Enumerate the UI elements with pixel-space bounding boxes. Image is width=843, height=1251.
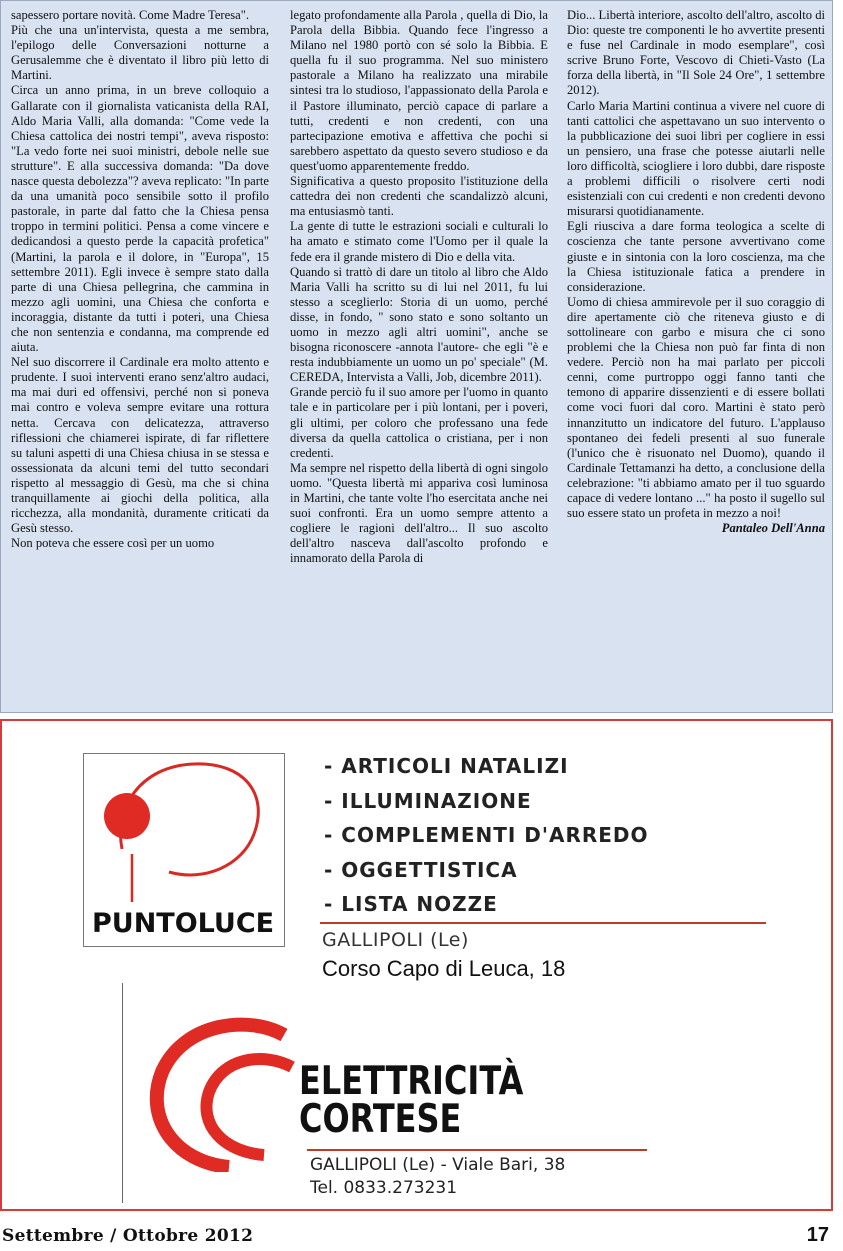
- paragraph: Non poteva che essere così per un uomo: [11, 536, 215, 551]
- paragraph: Più che una un'intervista, questa a me sembra, l'epilogo delle Conversazioni notturne a Gerusalemme che è diventato il libro più letto di Martini.: [11, 23, 269, 83]
- city-label: GALLIPOLI (Le): [322, 929, 469, 951]
- paragraph: Quando si trattò di dare un titolo al libro che Aldo Maria Valli ha scritto su di lui nel 2011, fu lui stesso a sceglierlo: Storia di un uomo, perché disse, in fondo, " sono stato e sono soltanto un uomo in mezzo agli altri uomini", anche se bisogna riconoscere -annota l'autore- che egli "è e resta indubbiamente un uomo un po' speciale" (M. CEREDA, Intervista a Valli, Job, dicembre 2011).: [290, 264, 548, 385]
- issue-date: Settembre / Ottobre 2012: [2, 1226, 254, 1246]
- author-signature: Pantaleo Dell'Anna: [721, 521, 825, 536]
- address-label: GALLIPOLI (Le) - Viale Bari, 38: [310, 1155, 566, 1175]
- paragraph: Dio... Libertà interiore, ascolto dell'altro, ascolto di Dio: queste tre componenti le ho avvertite presenti e fuse nel Cardinale in modo esemplare", così scrive Bruno Forte, Vescovo di Chieti-Vasto (La forza della libertà, in "Il Sole 24 Ore", 1 settembre 2012).: [567, 8, 825, 98]
- paragraph: La gente di tutte le estrazioni sociali e culturali lo ha amato e stimato come l'Uomo per il quale la fede era il grande mistero di Dio e della vita.: [290, 219, 548, 264]
- paragraph: sapessero portare novità. Come Madre Teresa".: [11, 8, 249, 22]
- paragraph: Circa un anno prima, in un breve colloquio a Gallarate con il giornalista vaticanista della RAI, Aldo Maria Valli, alla domanda: "Come vede la Chiesa cattolica dei nostri tempi", aveva risposto: "La vedo forte nei suoi ministri, debole nelle sue strutture". E alla successiva domanda: "Da dove nasce questa debolezza"? aveva replicato: "In parte da una umanità poco sensibile sotto il profilo pastorale, in parte dal fatto che la Chiesa pensa troppo in termini politici. Pensa a come vincere e dedicandosi a questo perde la capacità profetica" (Martini, la parola e il dolore, in "Europa", 15 settembre 2011). Egli invece è sempre stato dalla parte di una Chiesa pellegrina, che cammina in mezzo agli uomini, una Chiesa che conforta e incoraggia, distante da tutti i poteri, una Chiesa che non sentenzia e condanna, ma comprende ed aiuta.: [11, 83, 269, 355]
- contact-info: [310, 1154, 565, 1200]
- paragraph: Nel suo discorrere il Cardinale era molto attento e prudente. I suoi interventi erano senz'altro audaci, ma mai duri ed offensivi, perché non si poneva mai contro e voleva sempre evitare una rottura netta. Cercava con delicatezza, attraverso riflessioni che chiamerei ispirate, di far riflettere su taluni aspetti di una Chiesa chiusa in se stessa e ossessionata da alcuni temi del tutto secondari rispetto al messaggio di Gesù, ma che si china tranquillamente ai giochi della politica, alla ricchezza, alla mondanità, duramente criticati da Gesù stesso.: [11, 355, 269, 536]
- divider: [307, 1149, 647, 1151]
- elettricita-cortese-brand: [299, 1059, 524, 1142]
- paragraph: legato profondamente alla Parola , quella di Dio, la Parola della Bibbia. Quando fece l'ingresso a Milano nel 1980 portò con sé solo la Bibbia. E quella fu il suo programma. Nel suo ministero pastorale a Milano ha realizzato una mirabile sintesi tra lo studioso, l'appassionato della Parola e il Pastore illuminato, perciò capace di parlare a tutti, credenti e non credenti, con una partecipazione emotiva e affettiva che pochi si sarebbero aspettato da questo severo studioso e da quest'uomo apparentemente freddo.: [290, 8, 548, 173]
- product-list: [324, 749, 649, 922]
- phone-label: Tel. 0833.273231: [310, 1178, 458, 1198]
- advertisement: [0, 719, 833, 1211]
- list-item: - OGGETTISTICA: [324, 857, 518, 882]
- paragraph: Egli riusciva a dare forma teologica a scelte di coscienza che tante persone avvertivano come giuste e in sintonia con la loro coscienza, ma che la Chiesa istituzionale fatica a prendere in considerazione.: [567, 219, 825, 294]
- list-item: - COMPLEMENTI D'ARREDO: [324, 823, 649, 847]
- elettricita-cortese-logo: [134, 1017, 299, 1172]
- brand-line: CORTESE: [299, 1097, 462, 1142]
- list-item: - ARTICOLI NATALIZI: [324, 754, 569, 778]
- paragraph: Grande perciò fu il suo amore per l'uomo in quanto tale e in particolare per i più lontani, per i poveri, gli ultimi, per coloro che professano una fede diversa da quella cattolica o cristiana, per i non credenti.: [290, 385, 548, 460]
- divider: [122, 983, 123, 1203]
- paragraph: Uomo di chiesa ammirevole per il suo coraggio di dire apertamente ciò che riteneva giusto e di sottolineare con garbo e misura che ci sono problemi che la Chiesa non può far finta di non vedere. Perciò non ha mai parlato per piccoli cenni, come purtroppo oggi fanno tanti che temono di apparire dissenzienti e di essere bollati come voci fuori dal coro. Martini è stato però innanzitutto un indicatore del futuro. L'applauso spontaneo dei fedeli presenti al suo funerale (l'unico che è risuonato nel Duomo), quando il Cardinale Tettamanzi ha detto, a conclusione della celebrazione: "ti abbiamo amato per il tuo sguardo capace di vedere lontano ..." ha posto il sugello sul suo essere stato un profeta in mezzo a noi!: [567, 294, 825, 521]
- article-column-2: [290, 8, 548, 708]
- paragraph: Significativa a questo proposito l'istituzione della cattedra dei non credenti che scandalizzò alcuni, ma entusiasmò tanti.: [290, 174, 548, 219]
- paragraph: Ma sempre nel rispetto della libertà di ogni singolo uomo. "Questa libertà mi appariva così luminosa in Martini, che tante volte l'ho esercitata anche nei suoi confronti. Era un uomo sempre attento a cogliere le ragioni dell'altro... Il suo ascolto dell'altro nasceva dall'ascolto profondo e innamorato della Parola di: [290, 460, 548, 566]
- puntoluce-logo: [83, 753, 285, 947]
- puntoluce-wordmark: PUNTOLUCE: [92, 908, 275, 939]
- address-label: Corso Capo di Leuca, 18: [322, 956, 566, 981]
- list-item: - LISTA NOZZE: [324, 892, 498, 916]
- page-number: 17: [806, 1224, 829, 1246]
- list-item: - ILLUMINAZIONE: [324, 788, 532, 813]
- paragraph: Carlo Maria Martini continua a vivere nel cuore di tanti cattolici che aspettavano un suo intervento o la pubblicazione dei suoi libri per cogliere in essi un pensiero, una frase che potesse aiutarli nelle loro difficoltà, sciogliere i loro dubbi, dare risposte a problemi difficili o risolvere certi nodi esistenziali con cui credenti e non credenti devono misurarsi quotidianamente.: [567, 98, 825, 219]
- article-column-1: [11, 8, 269, 708]
- divider: [320, 922, 766, 924]
- puntoluce-logo-graphic: [84, 754, 284, 946]
- brand-line: ELETTRICITÀ: [299, 1059, 524, 1104]
- article-column-3: [567, 8, 825, 708]
